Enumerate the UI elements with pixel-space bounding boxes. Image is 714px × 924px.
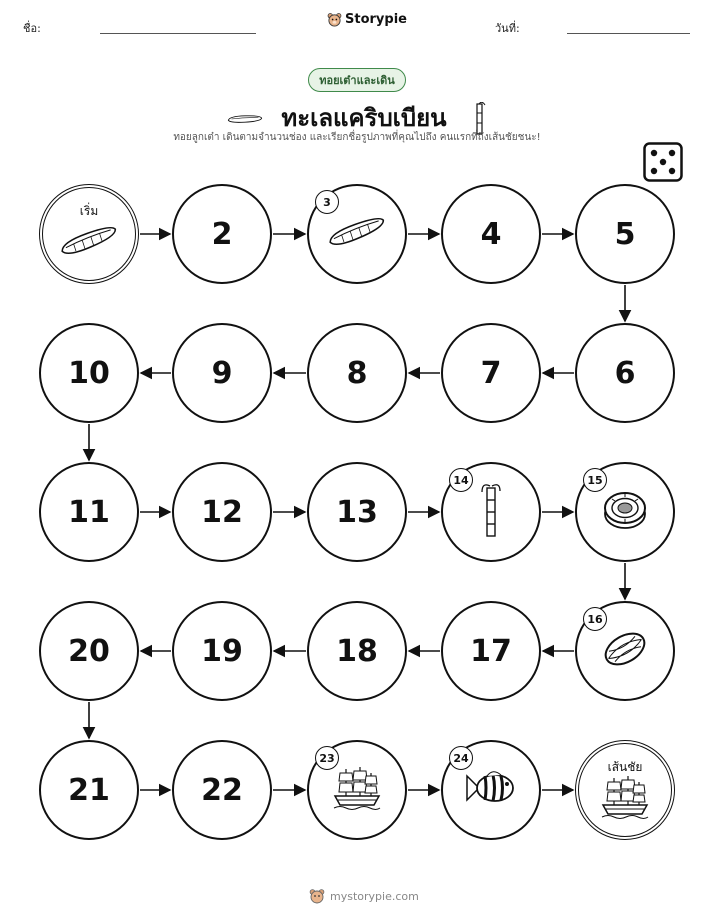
ship-icon [600, 774, 650, 824]
space-number: 8 [346, 355, 368, 391]
board-space [575, 323, 675, 423]
board-space [172, 323, 272, 423]
space-number: 17 [470, 633, 512, 669]
fish-icon [463, 768, 519, 812]
space-label: เริ่ม [79, 204, 99, 218]
board-space [307, 462, 407, 562]
space-number-badge: 14 [449, 468, 473, 492]
board-space [39, 601, 139, 701]
board-space [39, 740, 139, 840]
space-number: 21 [68, 772, 110, 808]
space-number-badge: 16 [583, 607, 607, 631]
instructions: ทอยลูกเต๋า เดินตามจำนวนช่อง และเรียกชื่อรูปภาพที่คุณไปถึง คนแรกที่ถึงเส้นชัยชนะ! [173, 132, 541, 143]
ship-icon [332, 765, 382, 815]
footer-url[interactable]: mystorypie.com [330, 889, 419, 903]
board-space [441, 740, 541, 840]
space-number: 18 [336, 633, 378, 669]
board-space [441, 462, 541, 562]
space-number: 10 [68, 355, 110, 391]
space-number: 22 [201, 772, 243, 808]
sugarcane-icon [480, 482, 502, 542]
nutmeg-icon [600, 628, 650, 674]
space-number: 12 [201, 494, 243, 530]
board-space [575, 184, 675, 284]
space-number-badge: 24 [449, 746, 473, 770]
board-space [39, 323, 139, 423]
space-label: เส้นชัย [607, 760, 643, 774]
start-space [39, 184, 139, 284]
board-space [172, 740, 272, 840]
space-number: 7 [480, 355, 502, 391]
board-space [307, 184, 407, 284]
brand-name: Storypie [345, 12, 407, 27]
space-number: 19 [201, 633, 243, 669]
game-type-pill: ทอยเต๋าและเดิน [308, 68, 406, 92]
space-number: 20 [68, 633, 110, 669]
footer [309, 888, 419, 904]
space-number: 5 [614, 216, 636, 252]
name-label: ชื่อ: [23, 22, 41, 35]
space-number-badge: 23 [315, 746, 339, 770]
finish-space [575, 740, 675, 840]
board-space [307, 601, 407, 701]
space-number-badge: 15 [583, 468, 607, 492]
space-number: 11 [68, 494, 110, 530]
board-space [172, 184, 272, 284]
board-space [39, 462, 139, 562]
canoe-icon [326, 216, 388, 252]
board-space [307, 323, 407, 423]
board-space [575, 601, 675, 701]
board-space [307, 740, 407, 840]
space-number-badge: 3 [315, 190, 339, 214]
space-number: 2 [211, 216, 233, 252]
space-number: 4 [480, 216, 502, 252]
bear-logo-icon [309, 888, 325, 904]
board-space [172, 601, 272, 701]
board-space [172, 462, 272, 562]
board-space [441, 323, 541, 423]
title-text: ทะเลแคริบเบียน [281, 104, 447, 132]
space-number: 9 [211, 355, 233, 391]
date-label: วันที่: [495, 22, 520, 35]
board-space [441, 601, 541, 701]
canoe-icon [58, 225, 120, 261]
board-space [575, 462, 675, 562]
space-number: 6 [614, 355, 636, 391]
space-number: 13 [336, 494, 378, 530]
board-space [441, 184, 541, 284]
coin-icon [602, 489, 648, 535]
